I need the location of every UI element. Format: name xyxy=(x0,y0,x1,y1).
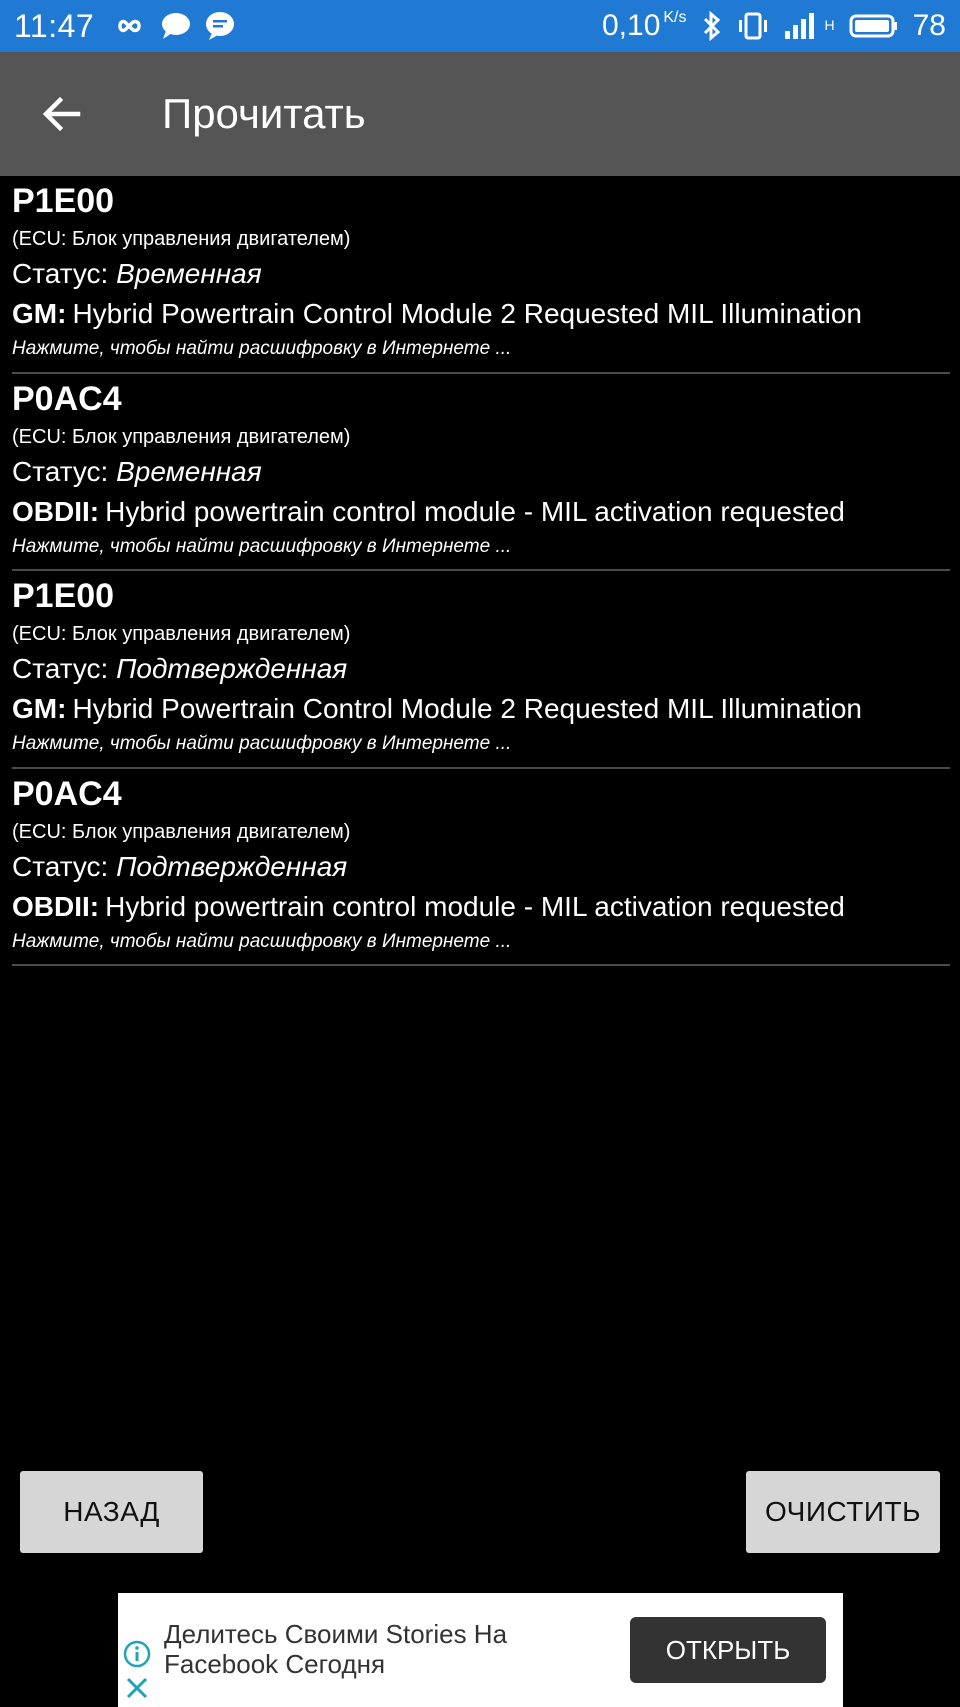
dtc-code: P1E00 xyxy=(12,182,115,220)
dtc-search-hint[interactable]: Нажмите, чтобы найти расшифровку в Интернете ... xyxy=(12,535,512,557)
dtc-list-item[interactable] xyxy=(12,176,950,374)
message-icon xyxy=(204,11,236,41)
dtc-list xyxy=(12,176,950,966)
back-arrow-button[interactable] xyxy=(0,52,124,176)
vibrate-icon xyxy=(737,12,769,40)
page-title: Прочитать xyxy=(162,90,366,137)
dtc-list-item[interactable] xyxy=(12,571,950,769)
dtc-ecu: (ECU: Блок управления двигателем) xyxy=(12,820,351,843)
dtc-list-item[interactable] xyxy=(12,374,950,572)
infinity-icon xyxy=(110,15,148,37)
ad-banner[interactable] xyxy=(118,1593,843,1707)
dtc-description: OBDII: Hybrid powertrain control module - MIL activation requested xyxy=(12,495,845,527)
bluetooth-icon xyxy=(701,11,723,41)
dtc-description: GM: Hybrid Powertrain Control Module 2 Requested MIL Illumination xyxy=(12,693,863,724)
signal-icon xyxy=(783,11,819,41)
ad-text: Делитесь Своими Stories На Facebook Сегодня xyxy=(164,1619,508,1679)
dtc-status: Статус: Временная xyxy=(12,258,262,289)
dtc-search-hint[interactable]: Нажмите, чтобы найти расшифровку в Интернете ... xyxy=(12,930,512,952)
status-bar xyxy=(0,0,960,52)
dtc-code: P1E00 xyxy=(12,577,115,615)
dtc-search-hint[interactable]: Нажмите, чтобы найти расшифровку в Интернете ... xyxy=(12,733,512,754)
dtc-code: P0AC4 xyxy=(12,379,122,418)
dtc-ecu: (ECU: Блок управления двигателем) xyxy=(12,425,351,448)
battery-level: 78 xyxy=(912,9,946,42)
network-type: H xyxy=(824,17,835,33)
dtc-list-item[interactable] xyxy=(12,769,950,967)
dtc-description: OBDII: Hybrid powertrain control module - MIL activation requested xyxy=(12,890,845,922)
dtc-status: Статус: Подтвержденная xyxy=(12,850,348,882)
dtc-status: Статус: Подтвержденная xyxy=(12,653,348,684)
network-speed: 0,10 $^{K/s}$ xyxy=(601,9,687,42)
battery-icon xyxy=(849,13,899,39)
app-bar xyxy=(0,52,960,176)
back-button[interactable]: НАЗАД xyxy=(20,1471,203,1553)
dtc-ecu: (ECU: Блок управления двигателем) xyxy=(12,228,351,250)
info-icon[interactable] xyxy=(122,1639,152,1669)
dtc-code: P0AC4 xyxy=(12,774,122,813)
ad-open-button[interactable]: ОТКРЫТЬ xyxy=(630,1617,826,1683)
dtc-ecu: (ECU: Блок управления двигателем) xyxy=(12,623,351,645)
dtc-status: Статус: Временная xyxy=(12,455,262,487)
status-time: 11:47 xyxy=(14,7,95,44)
arrow-left-icon xyxy=(42,96,82,132)
chat-bubble-icon xyxy=(160,12,192,40)
clear-button[interactable]: ОЧИСТИТЬ xyxy=(746,1471,940,1553)
dtc-search-hint[interactable]: Нажмите, чтобы найти расшифровку в Интернете ... xyxy=(12,338,512,359)
close-icon[interactable] xyxy=(124,1675,150,1701)
dtc-description: GM: Hybrid Powertrain Control Module 2 Requested MIL Illumination xyxy=(12,298,863,329)
